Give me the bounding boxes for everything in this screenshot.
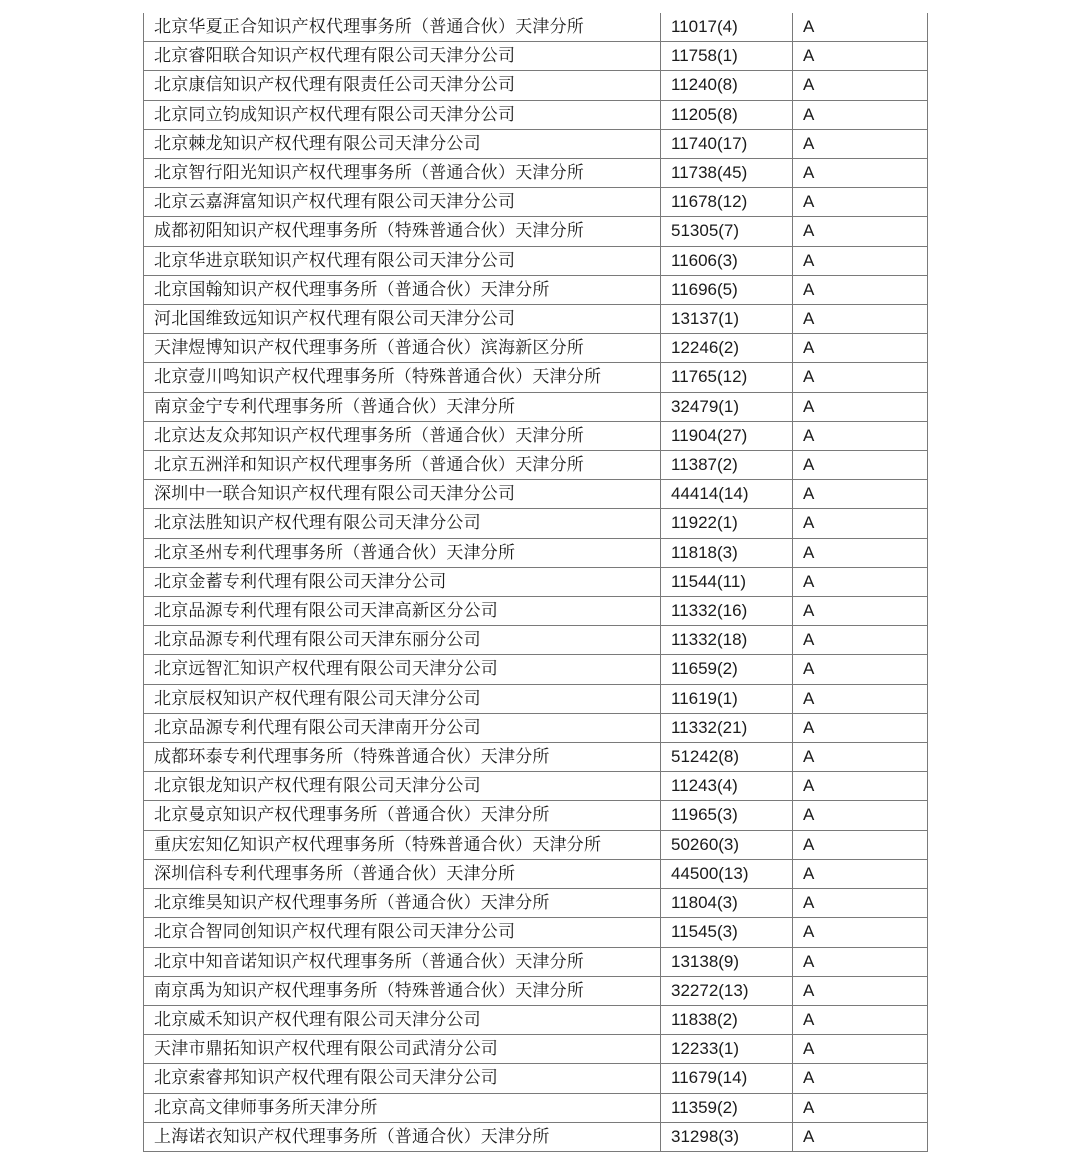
agency-code-cell: 11606(3) xyxy=(661,246,793,275)
table-row xyxy=(144,1093,928,1122)
agency-name-cell: 南京禹为知识产权代理事务所（特殊普通合伙）天津分所 xyxy=(144,976,661,1005)
agency-code-cell: 11818(3) xyxy=(661,538,793,567)
table-row xyxy=(144,100,928,129)
table-row xyxy=(144,1005,928,1034)
agency-name-cell: 北京辰权知识产权代理有限公司天津分公司 xyxy=(144,684,661,713)
grade-cell: A xyxy=(793,334,928,363)
table-row xyxy=(144,42,928,71)
agency-code-cell: 11904(27) xyxy=(661,421,793,450)
agency-name-cell: 北京金蓄专利代理有限公司天津分公司 xyxy=(144,567,661,596)
grade-cell: A xyxy=(793,275,928,304)
agency-code-cell: 11678(12) xyxy=(661,188,793,217)
table-row xyxy=(144,334,928,363)
agency-code-cell: 11758(1) xyxy=(661,42,793,71)
agency-code-cell: 11740(17) xyxy=(661,129,793,158)
table-row xyxy=(144,71,928,100)
table-row xyxy=(144,713,928,742)
grade-cell: A xyxy=(793,889,928,918)
grade-cell: A xyxy=(793,713,928,742)
grade-cell: A xyxy=(793,743,928,772)
table-row xyxy=(144,275,928,304)
agency-name-cell: 北京智行阳光知识产权代理事务所（普通合伙）天津分所 xyxy=(144,159,661,188)
agency-code-cell: 11545(3) xyxy=(661,918,793,947)
table-body xyxy=(144,13,928,1151)
agency-name-cell: 北京威禾知识产权代理有限公司天津分公司 xyxy=(144,1005,661,1034)
table-row xyxy=(144,188,928,217)
agency-code-cell: 11017(4) xyxy=(661,13,793,42)
grade-cell: A xyxy=(793,71,928,100)
table-row xyxy=(144,538,928,567)
grade-cell: A xyxy=(793,217,928,246)
agency-name-cell: 北京棘龙知识产权代理有限公司天津分公司 xyxy=(144,129,661,158)
agency-name-cell: 北京华进京联知识产权代理有限公司天津分公司 xyxy=(144,246,661,275)
agency-name-cell: 北京高文律师事务所天津分所 xyxy=(144,1093,661,1122)
agency-code-cell: 11205(8) xyxy=(661,100,793,129)
grade-cell: A xyxy=(793,626,928,655)
table-row xyxy=(144,830,928,859)
table-row xyxy=(144,129,928,158)
table-row xyxy=(144,363,928,392)
table-row xyxy=(144,684,928,713)
agency-name-cell: 深圳中一联合知识产权代理有限公司天津分公司 xyxy=(144,480,661,509)
agency-code-cell: 11240(8) xyxy=(661,71,793,100)
agency-code-cell: 11679(14) xyxy=(661,1064,793,1093)
agency-name-cell: 北京云嘉湃富知识产权代理有限公司天津分公司 xyxy=(144,188,661,217)
agency-name-cell: 上海诺衣知识产权代理事务所（普通合伙）天津分所 xyxy=(144,1122,661,1151)
agency-name-cell: 北京法胜知识产权代理有限公司天津分公司 xyxy=(144,509,661,538)
agency-code-cell: 13138(9) xyxy=(661,947,793,976)
agency-code-cell: 12233(1) xyxy=(661,1035,793,1064)
grade-cell: A xyxy=(793,305,928,334)
table-row xyxy=(144,772,928,801)
table-row xyxy=(144,889,928,918)
agency-name-cell: 北京睿阳联合知识产权代理有限公司天津分公司 xyxy=(144,42,661,71)
agency-code-cell: 11243(4) xyxy=(661,772,793,801)
table-row xyxy=(144,567,928,596)
agency-code-cell: 11922(1) xyxy=(661,509,793,538)
grade-cell: A xyxy=(793,13,928,42)
grade-cell: A xyxy=(793,597,928,626)
grade-cell: A xyxy=(793,188,928,217)
grade-cell: A xyxy=(793,363,928,392)
grade-cell: A xyxy=(793,42,928,71)
grade-cell: A xyxy=(793,1035,928,1064)
table-row xyxy=(144,451,928,480)
agency-code-cell: 11332(21) xyxy=(661,713,793,742)
agency-code-cell: 51305(7) xyxy=(661,217,793,246)
agency-name-cell: 北京银龙知识产权代理有限公司天津分公司 xyxy=(144,772,661,801)
table-row xyxy=(144,1064,928,1093)
agency-code-cell: 11696(5) xyxy=(661,275,793,304)
table-row xyxy=(144,947,928,976)
agency-code-cell: 32479(1) xyxy=(661,392,793,421)
table-row xyxy=(144,859,928,888)
agency-code-cell: 44414(14) xyxy=(661,480,793,509)
grade-cell: A xyxy=(793,684,928,713)
agency-name-cell: 天津市鼎拓知识产权代理有限公司武清分公司 xyxy=(144,1035,661,1064)
agency-name-cell: 重庆宏知亿知识产权代理事务所（特殊普通合伙）天津分所 xyxy=(144,830,661,859)
agency-code-cell: 51242(8) xyxy=(661,743,793,772)
agency-code-cell: 12246(2) xyxy=(661,334,793,363)
grade-cell: A xyxy=(793,451,928,480)
agency-name-cell: 北京圣州专利代理事务所（普通合伙）天津分所 xyxy=(144,538,661,567)
grade-cell: A xyxy=(793,509,928,538)
agency-code-cell: 11332(18) xyxy=(661,626,793,655)
agency-code-cell: 11765(12) xyxy=(661,363,793,392)
agency-code-cell: 11387(2) xyxy=(661,451,793,480)
grade-cell: A xyxy=(793,655,928,684)
grade-cell: A xyxy=(793,480,928,509)
agency-name-cell: 深圳信科专利代理事务所（普通合伙）天津分所 xyxy=(144,859,661,888)
agency-name-cell: 北京品源专利代理有限公司天津东丽分公司 xyxy=(144,626,661,655)
agency-code-cell: 11359(2) xyxy=(661,1093,793,1122)
grade-cell: A xyxy=(793,1093,928,1122)
table-row xyxy=(144,217,928,246)
agency-name-cell: 北京同立钧成知识产权代理有限公司天津分公司 xyxy=(144,100,661,129)
grade-cell: A xyxy=(793,129,928,158)
agency-name-cell: 北京维昊知识产权代理事务所（普通合伙）天津分所 xyxy=(144,889,661,918)
agency-name-cell: 北京壹川鸣知识产权代理事务所（特殊普通合伙）天津分所 xyxy=(144,363,661,392)
table-row xyxy=(144,246,928,275)
agency-code-cell: 13137(1) xyxy=(661,305,793,334)
agency-name-cell: 北京合智同创知识产权代理有限公司天津分公司 xyxy=(144,918,661,947)
grade-cell: A xyxy=(793,1122,928,1151)
grade-cell: A xyxy=(793,859,928,888)
agency-name-cell: 北京中知音诺知识产权代理事务所（普通合伙）天津分所 xyxy=(144,947,661,976)
grade-cell: A xyxy=(793,947,928,976)
agency-code-cell: 11332(16) xyxy=(661,597,793,626)
grade-cell: A xyxy=(793,1064,928,1093)
grade-cell: A xyxy=(793,918,928,947)
grade-cell: A xyxy=(793,772,928,801)
grade-cell: A xyxy=(793,392,928,421)
agency-code-cell: 11804(3) xyxy=(661,889,793,918)
table-row xyxy=(144,392,928,421)
table-row xyxy=(144,305,928,334)
table-row xyxy=(144,626,928,655)
agency-name-cell: 天津煜博知识产权代理事务所（普通合伙）滨海新区分所 xyxy=(144,334,661,363)
table-row xyxy=(144,743,928,772)
agency-code-cell: 50260(3) xyxy=(661,830,793,859)
agency-name-cell: 河北国维致远知识产权代理有限公司天津分公司 xyxy=(144,305,661,334)
table-row xyxy=(144,976,928,1005)
agency-name-cell: 北京达友众邦知识产权代理事务所（普通合伙）天津分所 xyxy=(144,421,661,450)
agency-code-cell: 11838(2) xyxy=(661,1005,793,1034)
agency-name-cell: 北京华夏正合知识产权代理事务所（普通合伙）天津分所 xyxy=(144,13,661,42)
table-row xyxy=(144,655,928,684)
grade-cell: A xyxy=(793,100,928,129)
agency-name-cell: 北京品源专利代理有限公司天津南开分公司 xyxy=(144,713,661,742)
grade-cell: A xyxy=(793,976,928,1005)
grade-cell: A xyxy=(793,159,928,188)
table-row xyxy=(144,1035,928,1064)
table-row xyxy=(144,918,928,947)
agency-name-cell: 北京品源专利代理有限公司天津高新区分公司 xyxy=(144,597,661,626)
grade-cell: A xyxy=(793,538,928,567)
agency-code-cell: 32272(13) xyxy=(661,976,793,1005)
agency-code-cell: 31298(3) xyxy=(661,1122,793,1151)
agency-name-cell: 成都环泰专利代理事务所（特殊普通合伙）天津分所 xyxy=(144,743,661,772)
table-row xyxy=(144,159,928,188)
agency-code-cell: 44500(13) xyxy=(661,859,793,888)
agency-code-cell: 11544(11) xyxy=(661,567,793,596)
grade-cell: A xyxy=(793,567,928,596)
table-row xyxy=(144,597,928,626)
agency-name-cell: 北京五洲洋和知识产权代理事务所（普通合伙）天津分所 xyxy=(144,451,661,480)
grade-cell: A xyxy=(793,421,928,450)
agency-name-cell: 成都初阳知识产权代理事务所（特殊普通合伙）天津分所 xyxy=(144,217,661,246)
agency-code-cell: 11965(3) xyxy=(661,801,793,830)
table-row xyxy=(144,480,928,509)
grade-cell: A xyxy=(793,1005,928,1034)
table-row xyxy=(144,509,928,538)
grade-cell: A xyxy=(793,801,928,830)
table-row xyxy=(144,421,928,450)
agency-code-cell: 11619(1) xyxy=(661,684,793,713)
agency-name-cell: 北京索睿邦知识产权代理有限公司天津分公司 xyxy=(144,1064,661,1093)
agency-code-cell: 11738(45) xyxy=(661,159,793,188)
table-row xyxy=(144,13,928,42)
agency-name-cell: 南京金宁专利代理事务所（普通合伙）天津分所 xyxy=(144,392,661,421)
agency-name-cell: 北京康信知识产权代理有限责任公司天津分公司 xyxy=(144,71,661,100)
grade-cell: A xyxy=(793,246,928,275)
agency-name-cell: 北京国翰知识产权代理事务所（普通合伙）天津分所 xyxy=(144,275,661,304)
agency-name-cell: 北京曼京知识产权代理事务所（普通合伙）天津分所 xyxy=(144,801,661,830)
agency-rating-table xyxy=(143,13,928,1152)
table-row xyxy=(144,1122,928,1151)
grade-cell: A xyxy=(793,830,928,859)
table-row xyxy=(144,801,928,830)
agency-name-cell: 北京远智汇知识产权代理有限公司天津分公司 xyxy=(144,655,661,684)
agency-code-cell: 11659(2) xyxy=(661,655,793,684)
